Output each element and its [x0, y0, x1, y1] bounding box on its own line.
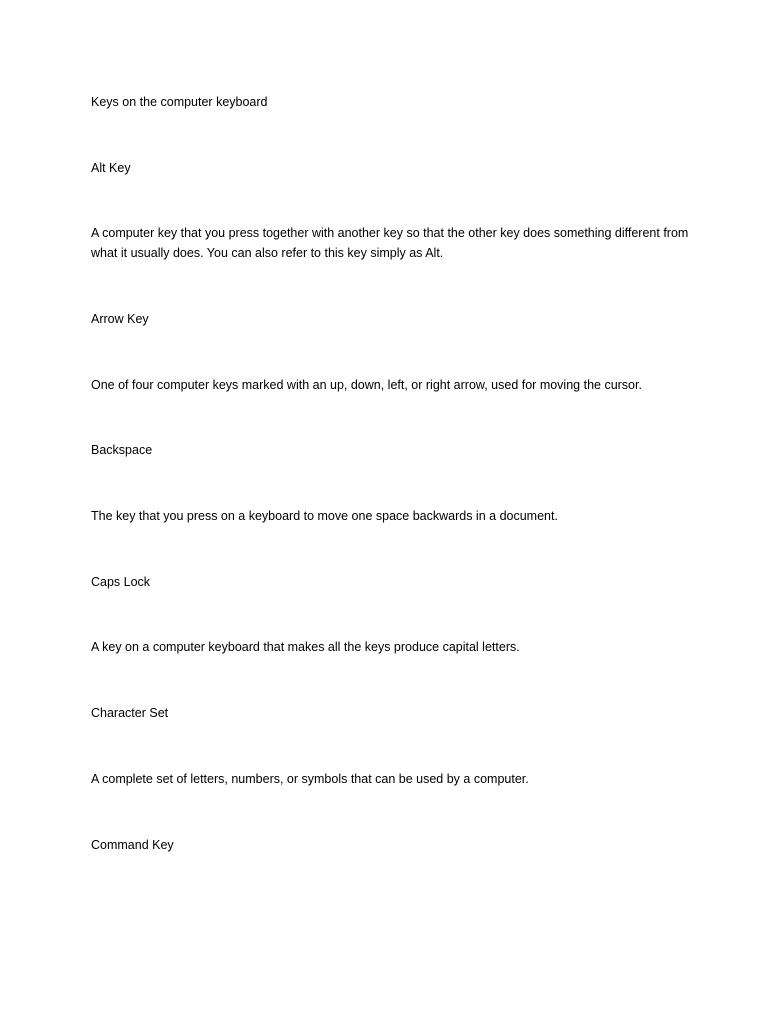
term-caps-lock: Caps Lock [91, 575, 151, 589]
definition-alt-key: A computer key that you press together with another key so that the other key does something different from what it usually does. You can also refer to this key simply as Alt. [91, 226, 689, 260]
term-character-set: Character Set [91, 706, 169, 720]
definition-caps-lock: A key on a computer keyboard that makes all the keys produce capital letters. [91, 640, 520, 654]
definition-character-set: A complete set of letters, numbers, or symbols that can be used by a computer. [91, 772, 529, 786]
term-alt-key: Alt Key [91, 161, 131, 175]
definition-arrow-key: One of four computer keys marked with an up, down, left, or right arrow, used for moving the cursor. [91, 378, 642, 392]
term-arrow-key: Arrow Key [91, 312, 149, 326]
document-title: Keys on the computer keyboard [91, 95, 268, 109]
term-backspace: Backspace [91, 443, 153, 457]
definition-backspace: The key that you press on a keyboard to move one space backwards in a document. [91, 509, 558, 523]
term-command-key: Command Key [91, 838, 174, 852]
